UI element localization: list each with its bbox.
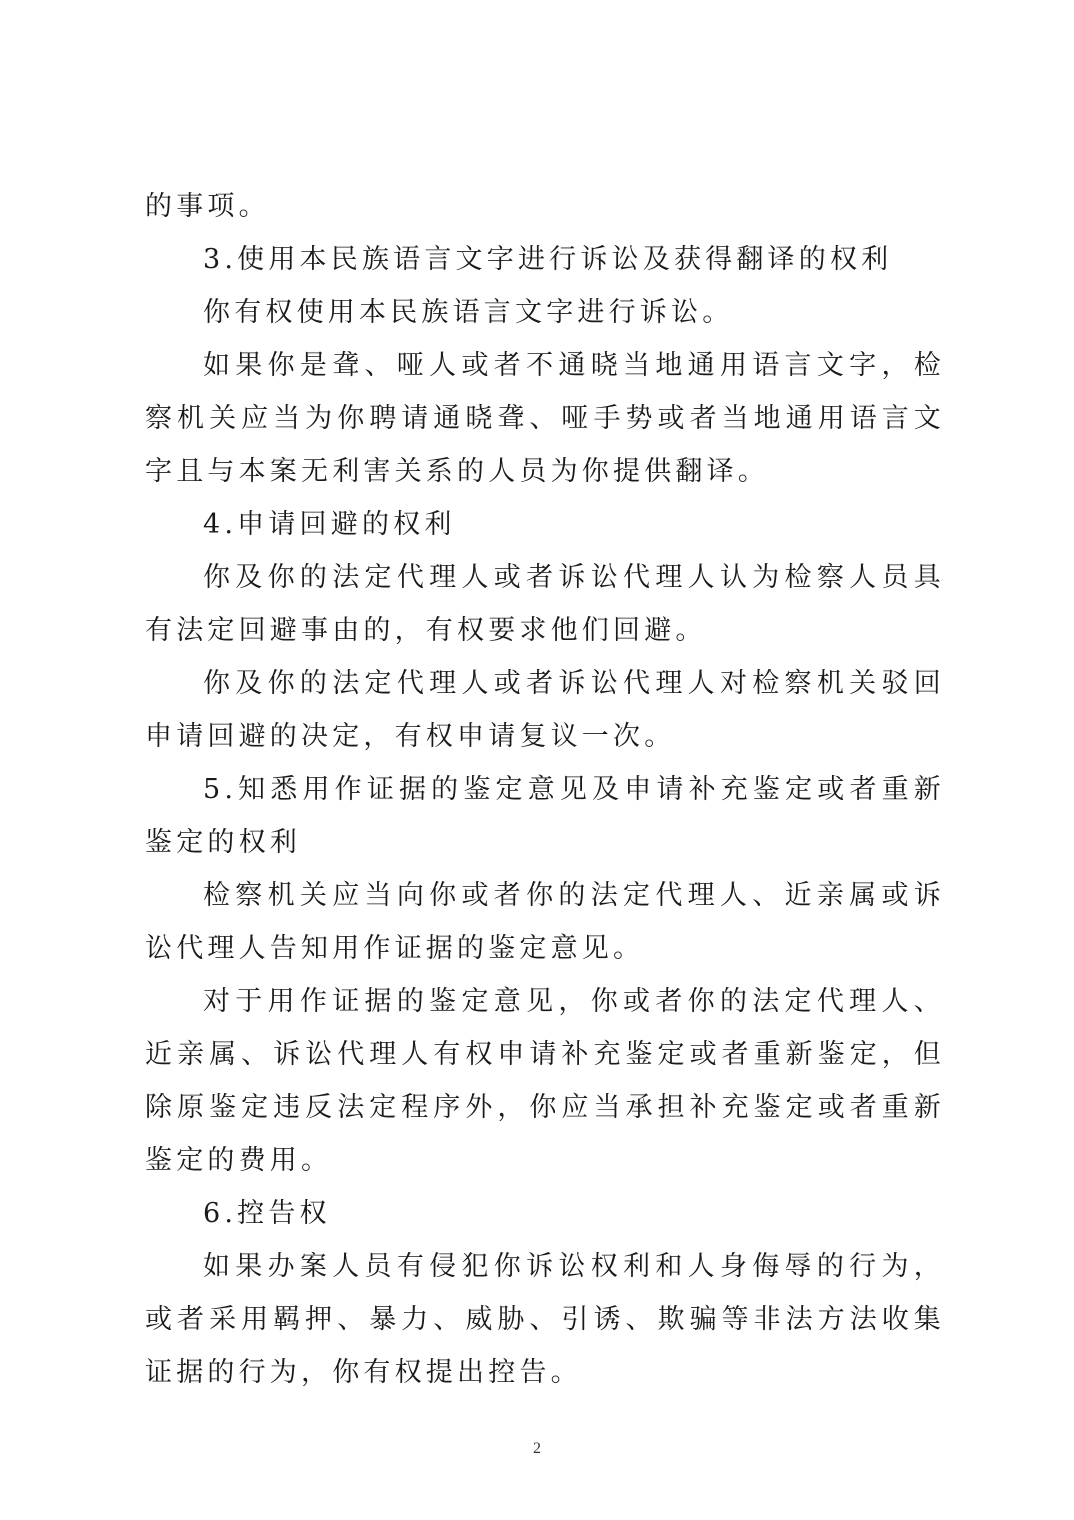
section-heading-4: 4.申请回避的权利 (203, 509, 456, 540)
paragraph: 你及你的法定代理人或者诉讼代理人对检察机关驳回申请回避的决定，有权申请复议一次。 (145, 668, 945, 752)
section-heading-5: 5.知悉用作证据的鉴定意见及申请补充鉴定或者重新鉴定的权利 (145, 774, 945, 858)
paragraph: 你及你的法定代理人或者诉讼代理人认为检察人员具有法定回避事由的，有权要求他们回避。 (145, 562, 945, 646)
paragraph: 对于用作证据的鉴定意见，你或者你的法定代理人、近亲属、诉讼代理人有权申请补充鉴定或者重新鉴定，但除原鉴定违反法定程序外，你应当承担补充鉴定或者重新鉴定的费用。 (145, 986, 945, 1176)
page-number: 2 (533, 1440, 541, 1457)
paragraph-continuation: 的事项。 (145, 191, 270, 222)
paragraph: 如果你是聋、哑人或者不通晓当地通用语言文字，检察机关应当为你聘请通晓聋、哑手势或者当地通用语言文字且与本案无利害关系的人员为你提供翻译。 (145, 350, 945, 487)
section-heading-6: 6.控告权 (203, 1198, 331, 1229)
paragraph: 检察机关应当向你或者你的法定代理人、近亲属或诉讼代理人告知用作证据的鉴定意见。 (145, 880, 945, 964)
paragraph: 你有权使用本民族语言文字进行诉讼。 (203, 297, 734, 328)
paragraph: 如果办案人员有侵犯你诉讼权利和人身侮辱的行为，或者采用羁押、暴力、威胁、引诱、欺骗等非法方法收集证据的行为，你有权提出控告。 (145, 1251, 945, 1388)
section-heading-3: 3.使用本民族语言文字进行诉讼及获得翻译的权利 (203, 244, 893, 275)
document-body (145, 180, 945, 1399)
